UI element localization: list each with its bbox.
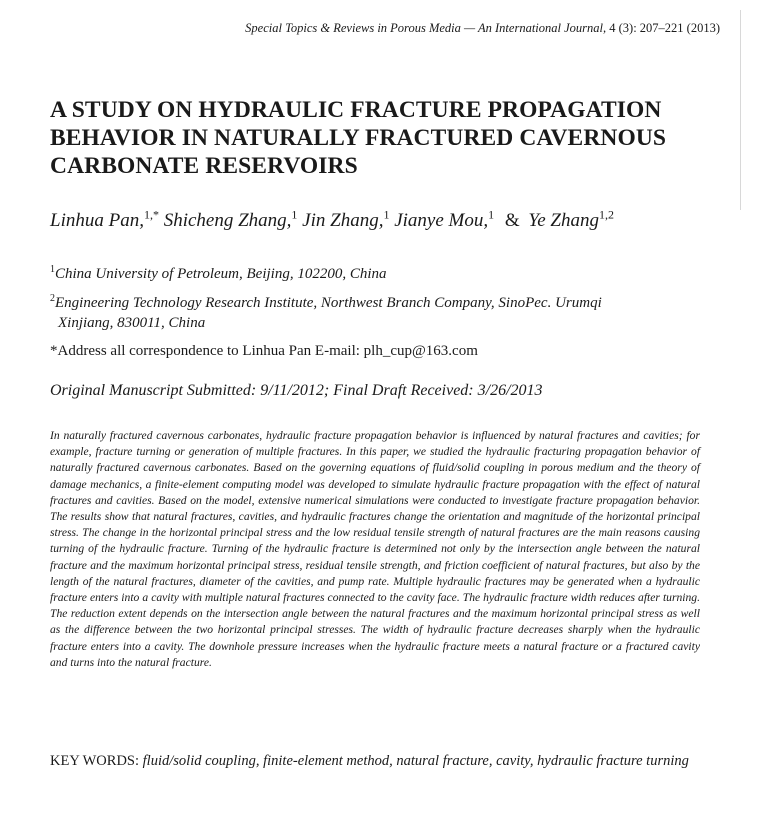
journal-header <box>245 21 720 36</box>
keywords <box>50 752 700 771</box>
abstract: In naturally fractured cavernous carbonates, hydraulic fracture propagation behavior is influenced by natural fractures and cavities; for example, fracture turning or generation of multiple fractures. In this paper, we studied the hydraulic fracturing propagation behavior of naturally fractured cavernous carbonates. Based on the governing equations of fluid/solid coupling in porous medium and the theory of damage mechanics, a finite-element computing model was developed to simulate hydraulic fracture propagation with the effect of natural fractures and cavities. Based on the model, extensive numerical simulations were conducted to investigate fracture propagation behavior. The results show that natural fractures, cavities, and hydraulic fractures change the orientation and magnitude of the horizontal principal stress. The change in the horizontal principal stress and the low residual tensile strength of natural fractures are the main reasons causing turning of the hydraulic fracture. Turning of the hydraulic fracture is determined not only by the intersection angle between the natural fracture and the maximum horizontal principal stress, residual tensile strength, and friction coefficient of natural fractures, but also by the length of the natural fractures, diameter of the cavities, and pump rate. Multiple hydraulic fractures may be generated when a hydraulic fracture enters into a cavity with multiple natural fractures connected to the cavity face. The hydraulic fracture width reduces after turning. The reduction extent depends on the intersection angle between the natural fractures and the maximum horizontal principal stress as well as the difference between the two horizontal principal stresses. The width of hydraulic fracture decreases sharply when the hydraulic fracture enters into a cavity. The downhole pressure increases when the hydraulic fracture meets a natural fracture or a fractured cavity and turns into the natural fracture. <box>50 429 700 669</box>
author: Jin Zhang,$^1$ <box>302 208 390 232</box>
author: Jianye Mou,$^1$ <box>394 208 495 232</box>
paper-title: A STUDY ON HYDRAULIC FRACTURE PROPAGATION BEHAVIOR IN NATURALLY FRACTURED CAVERNOUS CARBONATE RESERVOIRS <box>50 97 667 179</box>
affiliation-1: $^1$China University of Petroleum, Beijing, 102200, China <box>50 264 387 282</box>
author: Linhua Pan,$^{1,*}$ <box>50 208 159 232</box>
author: Ye Zhang$^{1,2}$ <box>528 208 614 232</box>
keywords-terms: fluid/solid coupling, finite-element method, natural fracture, cavity, hydraulic fracture turning <box>142 753 689 769</box>
affiliation-2: $^2$Engineering Technology Research Institute, Northwest Branch Company, SinoPec. Urumqi Xinjiang, 830011, China <box>50 293 602 331</box>
manuscript-dates: Original Manuscript Submitted: 9/11/2012; Final Draft Received: 3/26/2013 <box>50 382 543 399</box>
correspondence-note: *Address all correspondence to Linhua Pan E-mail: plh_cup@163.com <box>50 343 478 359</box>
journal-name: Special Topics & Reviews in Porous Media — An International Journal, <box>245 21 607 35</box>
margin-rule <box>740 10 741 210</box>
journal-citation: 4 (3): 207–221 (2013) <box>609 21 720 35</box>
author-conjunction: & <box>504 210 520 232</box>
author: Shicheng Zhang,$^1$ <box>163 208 298 232</box>
keywords-label: KEY WORDS: <box>50 753 140 769</box>
author-list <box>50 208 730 232</box>
